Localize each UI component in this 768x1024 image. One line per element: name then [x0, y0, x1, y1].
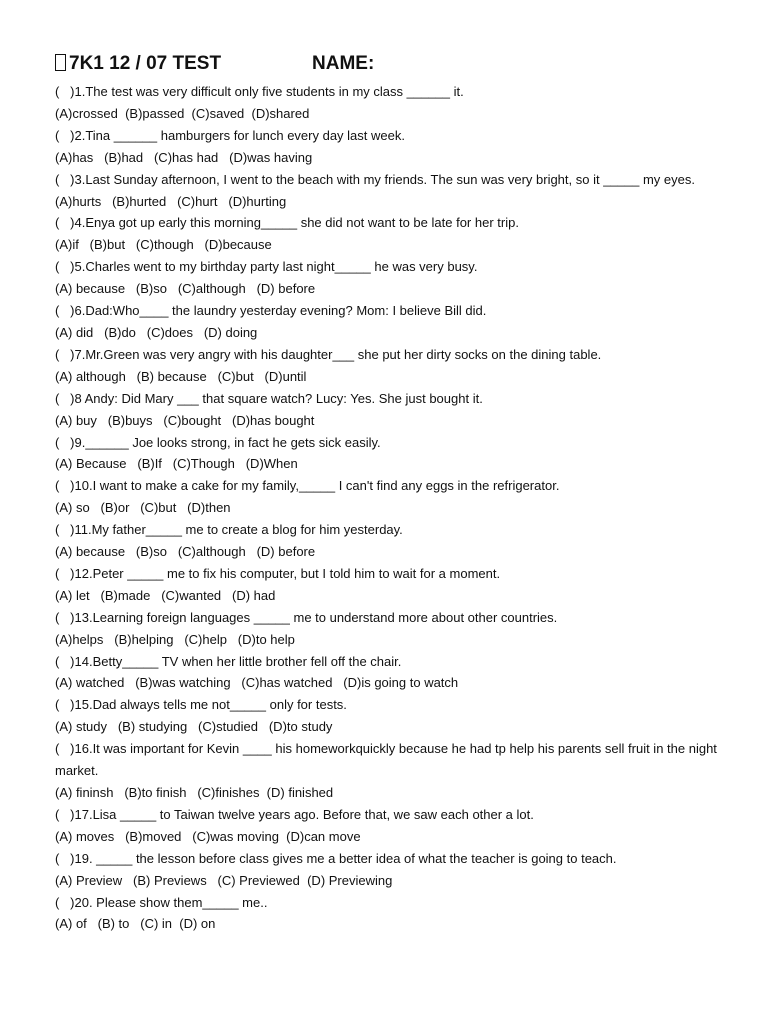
test-sheet — [55, 48, 720, 935]
answer-options-17: (A) moves (B)moved (C)was moving (D)can move — [55, 828, 361, 844]
answer-options-18: (A) Preview (B) Previews (C) Previewed (D) Previewing — [55, 872, 393, 888]
name-label: NAME: — [312, 53, 375, 74]
answer-options-13: (A)helps (B)helping (C)help (D)to help — [55, 631, 295, 647]
answer-options-3: (A)hurts (B)hurted (C)hurt (D)hurting — [55, 193, 287, 209]
question-7: ( )7.Mr.Green was very angry with his daughter___ she put her dirty socks on the dining table. — [55, 346, 602, 362]
answer-options-5: (A) because (B)so (C)although (D) before — [55, 281, 316, 297]
question-15: ( )15.Dad always tells me not_____ only for tests. — [55, 697, 347, 713]
answer-options-6: (A) did (B)do (C)does (D) doing — [55, 324, 258, 340]
question-11: ( )11.My father_____ me to create a blog for him yesterday. — [55, 522, 403, 538]
answer-options-12: (A) let (B)made (C)wanted (D) had — [55, 587, 276, 603]
question-3: ( )3.Last Sunday afternoon, I went to the beach with my friends. The sun was very bright, so it _____ my eyes. — [55, 171, 695, 187]
answer-options-16: (A) fininsh (B)to finish (C)finishes (D) finished — [55, 785, 334, 800]
box-glyph-icon — [55, 54, 66, 71]
answer-options-11: (A) because (B)so (C)although (D) before — [55, 544, 316, 560]
question-16: ( )16.It was important for Kevin ____ his homeworkquickly because he had tp help his parents sell fruit in the night market. — [55, 741, 721, 779]
question-14: ( )14.Betty_____ TV when her little brother fell off the chair. — [55, 653, 402, 669]
answer-options-2: (A)has (B)had (C)has had (D)was having — [55, 149, 313, 165]
answer-options-14: (A) watched (B)was watching (C)has watched (D)is going to watch — [55, 675, 459, 691]
question-9: ( )9.______ Joe looks strong, in fact he gets sick easily. — [55, 434, 381, 450]
question-list — [55, 81, 720, 935]
answer-options-8: (A) buy (B)buys (C)bought (D)has bought — [55, 412, 315, 428]
answer-options-9: (A) Because (B)If (C)Though (D)When — [55, 456, 298, 472]
question-2: ( )2.Tina ______ hamburgers for lunch every day last week. — [55, 127, 405, 143]
question-5: ( )5.Charles went to my birthday party last night_____ he was very busy. — [55, 259, 478, 275]
answer-options-19: (A) of (B) to (C) in (D) on — [55, 916, 216, 932]
answer-options-7: (A) although (B) because (C)but (D)until — [55, 368, 307, 384]
answer-options-4: (A)if (B)but (C)though (D)because — [55, 237, 272, 253]
question-18: ( )19. _____ the lesson before class gives me a better idea of what the teacher is going to teach. — [55, 850, 617, 866]
question-10: ( )10.I want to make a cake for my family,_____ I can't find any eggs in the refrigerator. — [55, 478, 560, 494]
question-12: ( )12.Peter _____ me to fix his computer, but I told him to wait for a moment. — [55, 565, 501, 581]
question-13: ( )13.Learning foreign languages _____ me to understand more about other countries. — [55, 609, 558, 625]
question-17: ( )17.Lisa _____ to Taiwan twelve years ago. Before that, we saw each other a lot. — [55, 806, 534, 822]
question-4: ( )4.Enya got up early this morning_____ she did not want to be late for her trip. — [55, 215, 519, 231]
question-19: ( )20. Please show them_____ me.. — [55, 894, 268, 910]
test-header — [55, 48, 720, 80]
answer-options-10: (A) so (B)or (C)but (D)then — [55, 500, 231, 516]
answer-options-15: (A) study (B) studying (C)studied (D)to study — [55, 719, 333, 735]
question-8: ( )8 Andy: Did Mary ___ that square watch? Lucy: Yes. She just bought it. — [55, 390, 483, 406]
test-title: 7K1 12 / 07 TEST — [69, 53, 222, 74]
answer-options-1: (A)crossed (B)passed (C)saved (D)shared — [55, 105, 310, 121]
question-1: ( )1.The test was very difficult only five students in my class ______ it. — [55, 84, 464, 99]
question-6: ( )6.Dad:Who____ the laundry yesterday evening? Mom: I believe Bill did. — [55, 303, 487, 319]
